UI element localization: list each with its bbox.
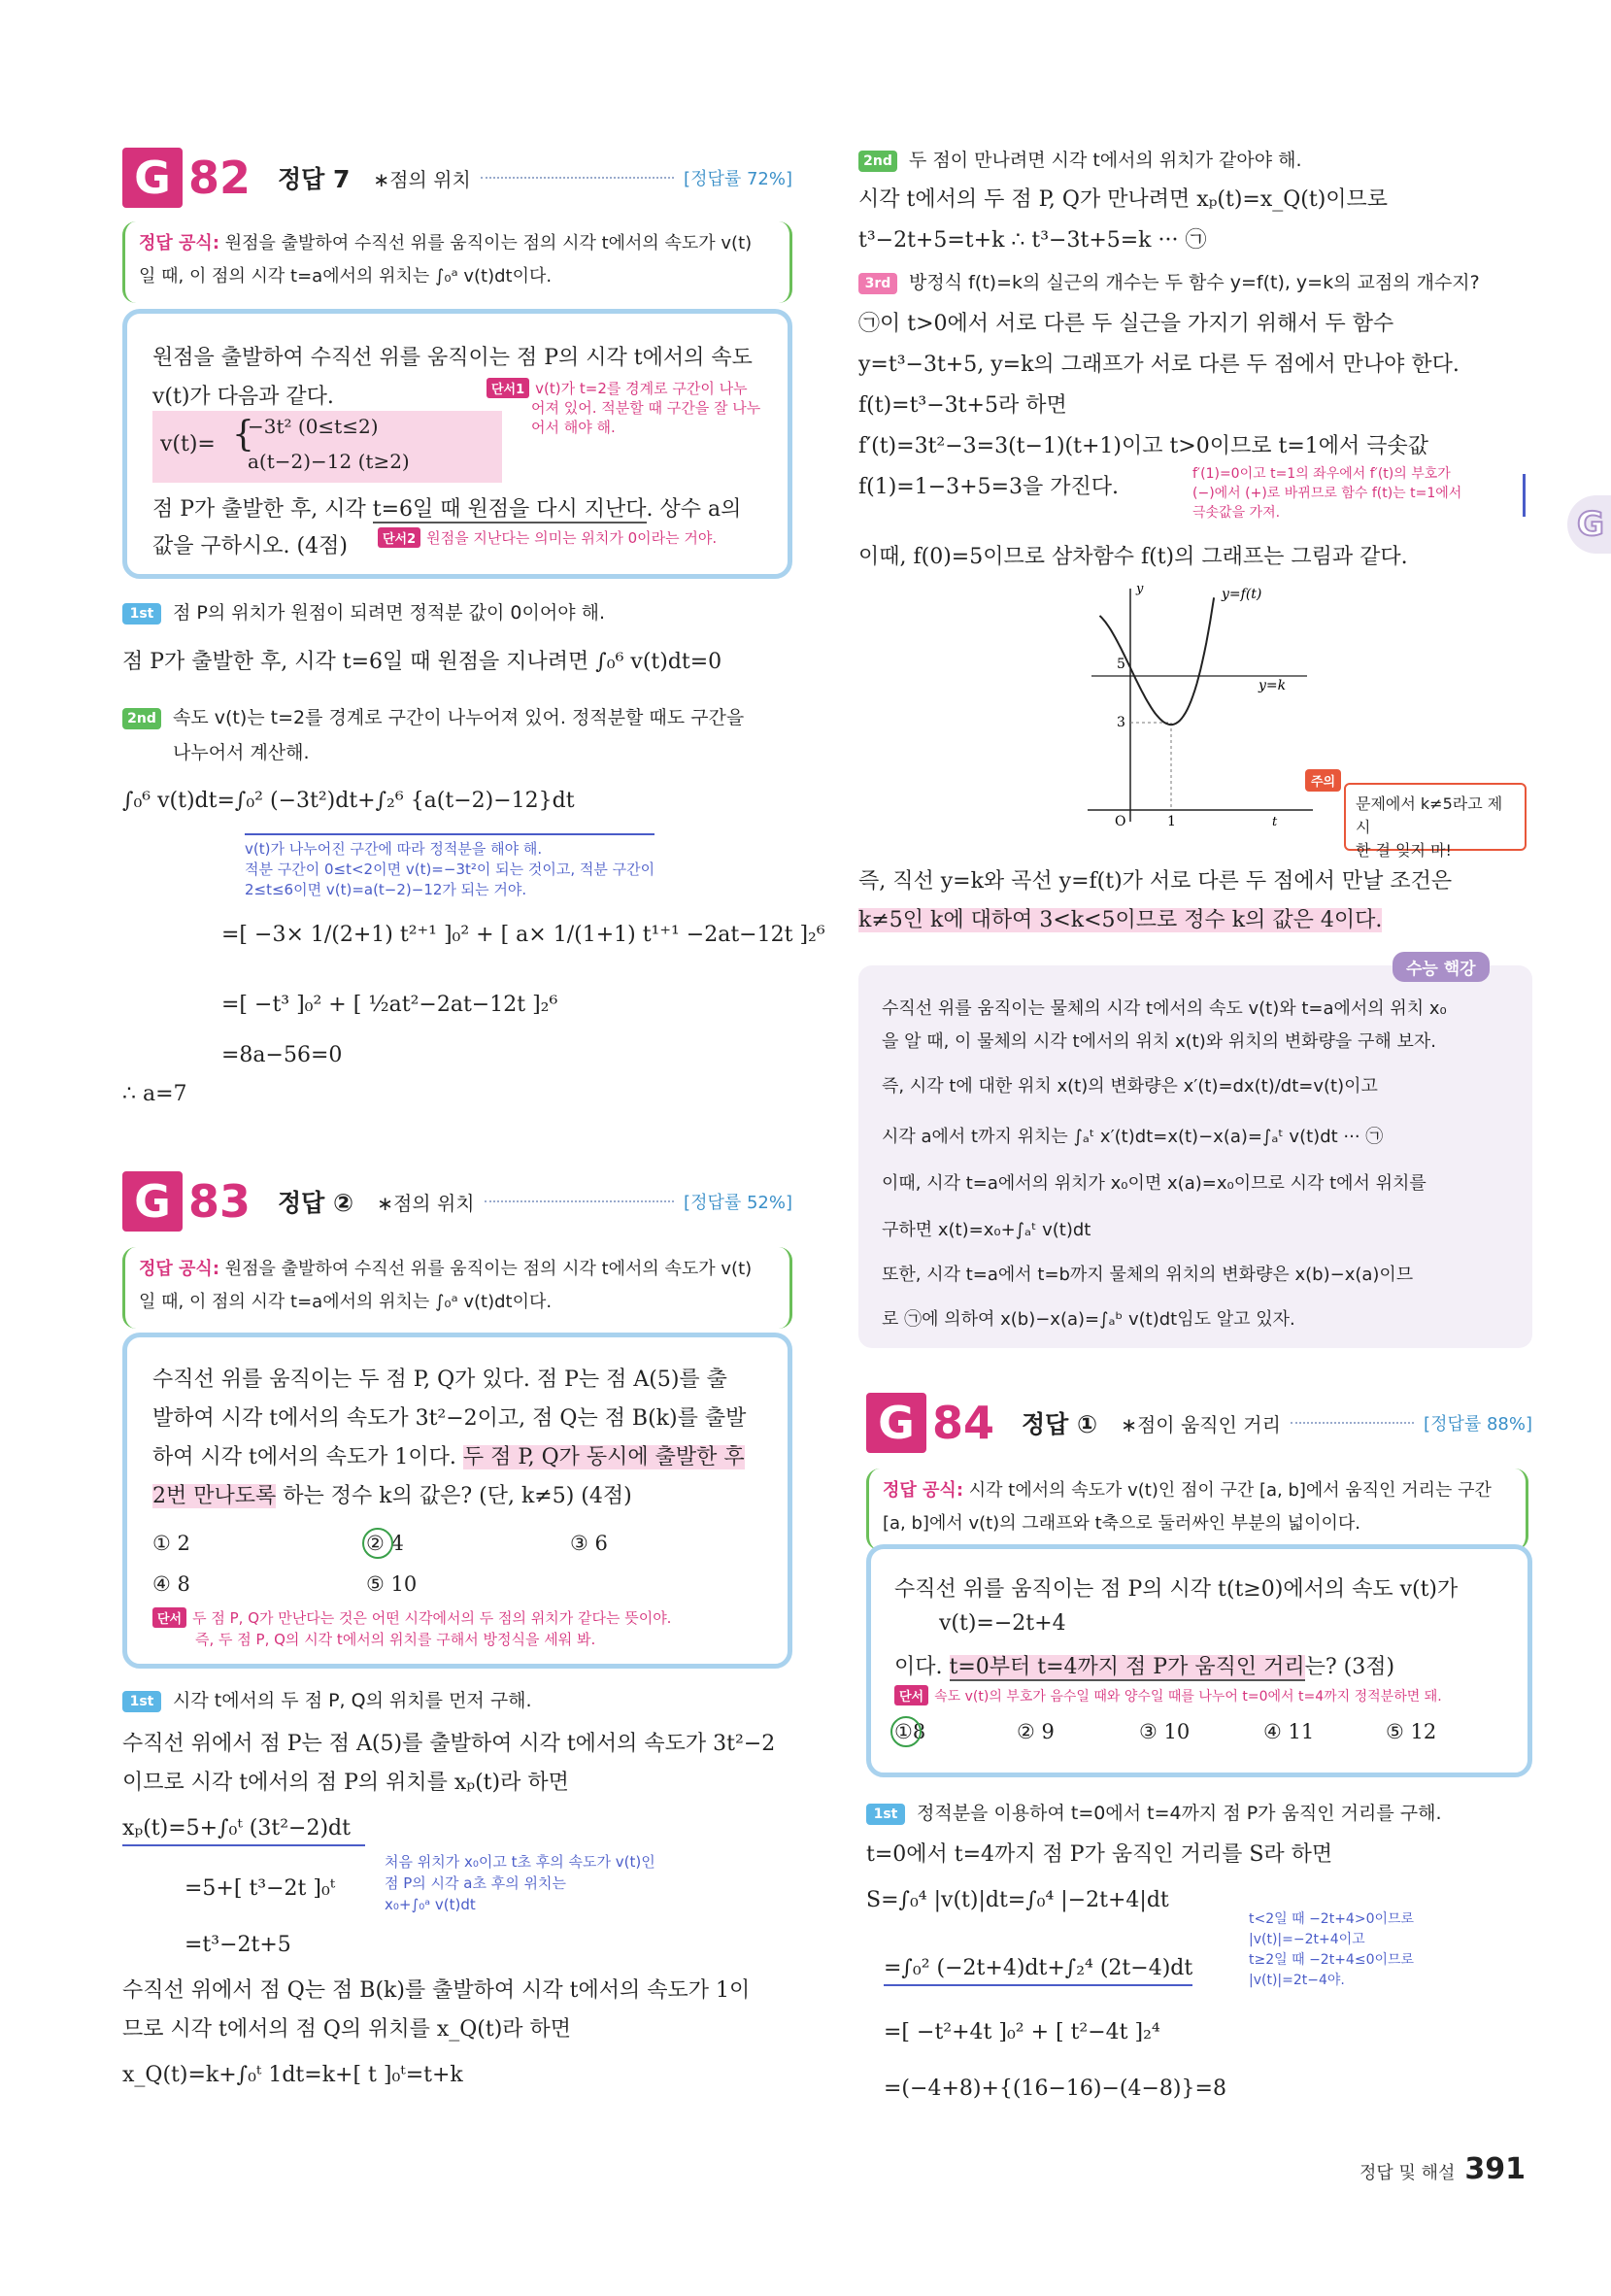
g84-problem-line1: 수직선 위를 움직이는 점 P의 시각 t(t≥0)에서의 속도 v(t)가 — [894, 1577, 1459, 1602]
core-tag: 수능 핵강 — [1393, 952, 1490, 982]
g82-sol5: =8a−56=0 — [221, 1043, 343, 1067]
g84-sol1: t=0에서 t=4까지 점 P가 움직인 거리를 S라 하면 — [866, 1842, 1333, 1867]
g83-sol8: x_Q(t)=k+∫₀ᵗ 1dt=k+[ t ]₀ᵗ=t+k — [122, 2063, 463, 2087]
g83-caution-tag: 주의 — [1305, 769, 1341, 792]
core-l2: 을 알 때, 이 물체의 시각 t에서의 위치 x(t)와 위치의 변화량을 구해 보자. — [882, 1031, 1437, 1052]
g83-note2: f′(1)=0이고 t=1의 좌우에서 f′(t)의 부호가 (−)에서 (+)로 바뀌므로 함수 f(t)는 t=1에서 극솟값을 가져. — [1192, 466, 1462, 521]
g84-choice-2[interactable]: ② 9 — [1017, 1720, 1055, 1743]
g83-cubic-graph — [1088, 581, 1321, 833]
g82-formula-box — [122, 221, 792, 303]
core-l5: 이때, 시각 t=a에서의 위치가 x₀이면 x(a)=x₀이므로 시각 t에서 위치를 — [882, 1173, 1426, 1194]
g84-hint: 단서 속도 v(t)의 부호가 음수일 때와 양수일 때를 나누어 t=0에서 t=4까지 정적분하면 돼. — [894, 1685, 1442, 1705]
g84-sol5: =(−4+8)+{(16−16)−(4−8)}=8 — [884, 2077, 1226, 2101]
g84-sol4: =[ −t²+4t ]₀² + [ t²−4t ]₂⁴ — [884, 2020, 1160, 2044]
g83-caution-box: 문제에서 k≠5라고 제시 한 걸 잊지 마! — [1344, 783, 1527, 851]
graph-curve-label: y=f(t) — [1222, 587, 1262, 602]
side-tab-letter: G — [1577, 505, 1604, 544]
g83-hint: 단서 두 점 P, Q가 만난다는 것은 어떤 시각에서의 두 점의 위치가 같다는 뜻이야. 즉, 두 점 P, Q의 시각 t에서의 위치를 구해서 방정식을 세워 봐. — [152, 1607, 671, 1650]
g83-problem-line1: 수직선 위를 움직이는 두 점 P, Q가 있다. 점 P는 점 A(5)를 출 — [152, 1367, 727, 1392]
g82-problem-box — [122, 309, 792, 579]
g84-badge: G — [866, 1393, 926, 1453]
g84-answer-circle — [890, 1716, 922, 1747]
g83-problem-line2: 발하여 시각 t에서의 속도가 3t²−2이고, 점 Q는 점 B(k)를 출발 — [152, 1406, 747, 1431]
g82-sol2: ∫₀⁶ v(t)dt=∫₀² (−3t²)dt+∫₂⁶ {a(t−2)−12}dt — [122, 789, 575, 813]
g84-choice-4[interactable]: ④ 11 — [1263, 1720, 1315, 1743]
graph-ylabel: y — [1136, 582, 1144, 596]
g84-choice-5[interactable]: ⑤ 12 — [1386, 1720, 1437, 1743]
graph-line-label: y=k — [1259, 678, 1287, 693]
g84-dotted-rule — [1291, 1422, 1414, 1424]
core-box — [858, 965, 1532, 1348]
page-footer — [1359, 2152, 1526, 2186]
g82-sol1: 점 P가 출발한 후, 시각 t=6일 때 원점을 지나려면 ∫₀⁶ v(t)dt=0 — [122, 650, 722, 674]
g83-sol6: 수직선 위에서 점 Q는 점 B(k)를 출발하여 시각 t에서의 속도가 1이 — [122, 1978, 751, 2003]
core-l4: 시각 a에서 t까지 위치는 ∫ₐᵗ x′(t)dt=x(t)−x(a)=∫ₐᵗ v(t)dt ··· ㉠ — [882, 1127, 1384, 1147]
g83-header — [122, 1171, 792, 1232]
g83-choice-1[interactable]: ① 2 — [152, 1532, 190, 1555]
g83-r7: f(1)=1−3+5=3을 가진다. — [858, 475, 1120, 499]
g83-sol7: 므로 시각 t에서의 점 Q의 위치를 x_Q(t)라 하면 — [122, 2017, 572, 2042]
graph-y3: 3 — [1117, 715, 1125, 730]
g84-header — [866, 1393, 1532, 1453]
g83-number: 83 — [188, 1175, 252, 1228]
graph-y5: 5 — [1117, 657, 1125, 672]
core-l3: 즉, 시각 t에 대한 위치 x(t)의 변화량은 x′(t)=dx(t)/dt=v(t)이고 — [882, 1076, 1378, 1097]
g82-problem-line4: 점 P가 출발한 후, 시각 t=6일 때 원점을 다시 지난다. 상수 a의 — [152, 497, 742, 522]
g83-sol2: 이므로 시각 t에서의 점 P의 위치를 xₚ(t)라 하면 — [122, 1771, 569, 1795]
g83-r1: 시각 t에서의 두 점 P, Q가 만나려면 xₚ(t)=x_Q(t)이므로 — [858, 187, 1389, 212]
g82-formula-line1: 원점을 출발하여 수직선 위를 움직이는 점의 시각 t에서의 속도가 v(t) — [224, 233, 753, 253]
g83-r10: k≠5인 k에 대하여 3<k<5이므로 정수 k의 값은 4이다. — [858, 908, 1383, 932]
g82-topic: ∗점의 위치 — [373, 167, 471, 191]
g84-topic: ∗점이 움직인 거리 — [1121, 1412, 1281, 1436]
g82-problem-line5: 값을 구하시오. (4점) — [152, 534, 348, 558]
g83-r9: 즉, 직선 y=k와 곡선 y=f(t)가 서로 다른 두 점에서 만날 조건은 — [858, 869, 1453, 894]
g83-choice-3[interactable]: ③ 6 — [570, 1532, 608, 1555]
g83-badge: G — [122, 1171, 183, 1232]
g83-r2: t³−2t+5=t+k ∴ t³−3t+5=k ··· ㉠ — [858, 228, 1207, 253]
g82-piece2: a(t−2)−12 (t≥2) — [248, 450, 410, 473]
g83-note2-bar — [1523, 474, 1526, 517]
g83-r4: y=t³−3t+5, y=k의 그래프가 서로 다른 두 점에서 만나야 한다. — [858, 353, 1460, 377]
g82-hint1: 단서1 v(t)가 t=2를 경계로 구간이 나누 어져 있어. 적분할 때 구간을 잘 나누 어서 해야 해. — [487, 378, 760, 437]
g83-step2: 2nd 두 점이 만나려면 시각 t에서의 위치가 같아야 해. — [858, 146, 1302, 172]
g83-problem-line4: 2번 만나도록 하는 정수 k의 값은? (단, k≠5) (4점) — [152, 1484, 632, 1508]
g82-dotted-rule — [481, 177, 674, 179]
g83-formula-box: 정답 공식: 원점을 출발하여 수직선 위를 움직이는 점의 시각 t에서의 속도가 v(t) 일 때, 이 점의 시각 t=a에서의 위치는 ∫₀ᵃ v(t)dt이다. — [122, 1247, 792, 1329]
g82-hint1-tag: 단서1 — [487, 378, 529, 398]
footer-label: 정답 및 해설 — [1359, 2163, 1456, 2183]
page-number: 391 — [1464, 2152, 1527, 2186]
g84-sol3: =∫₀² (−2t+4)dt+∫₂⁴ (2t−4)dt — [884, 1956, 1192, 1986]
core-l1: 수직선 위를 움직이는 물체의 시각 t에서의 속도 v(t)와 t=a에서의 위치 x₀ — [882, 998, 1447, 1019]
core-l7: 또한, 시각 t=a에서 t=b까지 물체의 위치의 변화량은 x(b)−x(a)이므 — [882, 1265, 1414, 1285]
g83-choice-4[interactable]: ④ 8 — [152, 1572, 190, 1596]
g82-piecewise-lhs: v(t)= — [160, 432, 216, 456]
g83-topic: ∗점의 위치 — [377, 1191, 475, 1215]
g83-sol3: xₚ(t)=5+∫₀ᵗ (3t²−2)dt — [122, 1816, 365, 1846]
g82-formula-line2: 일 때, 이 점의 시각 t=a에서의 위치는 ∫₀ᵃ v(t)dt이다. — [139, 266, 553, 287]
g83-rate: [정답률 52%] — [684, 1193, 792, 1213]
side-tab — [1567, 495, 1611, 554]
g84-problem-line2: v(t)=−2t+4 — [939, 1611, 1066, 1636]
g83-problem-line3: 하여 시각 t에서의 속도가 1이다. 두 점 P, Q가 동시에 출발한 후 — [152, 1445, 745, 1469]
g83-choice-2[interactable]: ② 4 — [366, 1532, 404, 1555]
core-l8: 로 ㉠에 의하여 x(b)−x(a)=∫ₐᵇ v(t)dt임도 알고 있자. — [882, 1309, 1295, 1330]
core-l6: 구하면 x(t)=x₀+∫ₐᵗ v(t)dt — [882, 1220, 1091, 1240]
g82-header — [122, 148, 792, 208]
g83-dotted-rule — [485, 1200, 674, 1202]
g82-sol3: =[ −3× 1/(2+1) t²⁺¹ ]₀² + [ a× 1/(1+1) t¹⁺¹ −2at−12t ]₂⁶ — [221, 923, 825, 947]
g83-r3: ㉠이 t>0에서 서로 다른 두 실근을 가지기 위해서 두 함수 — [858, 312, 1394, 336]
g82-formula-label: 정답 공식: — [139, 233, 220, 253]
g84-sol2: S=∫₀⁴ |v(t)|dt=∫₀⁴ |−2t+4|dt — [866, 1888, 1169, 1912]
g84-number: 84 — [932, 1397, 995, 1449]
g82-problem-line2: v(t)가 다음과 같다. — [152, 385, 334, 409]
graph-xlabel: t — [1272, 815, 1278, 829]
g82-badge: G — [122, 148, 183, 208]
g83-sol4: =5+[ t³−2t ]₀ᵗ — [185, 1876, 336, 1901]
g82-note: v(t)가 나누어진 구간에 따라 정적분을 해야 해. 적분 구간이 0≤t<2이면 v(t)=−3t²이 되는 것이고, 적분 구간이 2≤t≤6이면 v(t)=a(t−2)−12가 되는 거야. — [245, 833, 654, 900]
g83-sol1: 수직선 위에서 점 P는 점 A(5)를 출발하여 시각 t에서의 속도가 3t²−2 — [122, 1732, 776, 1756]
g82-answer: 정답 7 — [278, 165, 351, 193]
g83-choice-5[interactable]: ⑤ 10 — [366, 1572, 418, 1596]
g82-step2: 2nd 속도 v(t)는 t=2를 경계로 구간이 나누어져 있어. 정적분할 때도 구간을 — [122, 703, 744, 729]
g84-rate: [정답률 88%] — [1424, 1414, 1532, 1435]
g83-problem-box — [122, 1333, 792, 1669]
g82-hint2: 단서2 원점을 지난다는 의미는 위치가 0이라는 거야. — [378, 527, 717, 548]
g82-number: 82 — [188, 152, 252, 204]
g84-formula-box: 정답 공식: 시각 t에서의 속도가 v(t)인 점이 구간 [a, b]에서 움직인 거리는 구간 [a, b]에서 v(t)의 그래프와 t축으로 둘러싸인 부분의 넓이이다. — [866, 1469, 1528, 1550]
g84-problem-line3: 이다. t=0부터 t=4까지 점 P가 움직인 거리는? (3점) — [894, 1655, 1395, 1679]
g83-sol5: =t³−2t+5 — [185, 1933, 291, 1957]
g83-r5: f(t)=t³−3t+5라 하면 — [858, 393, 1067, 418]
g82-sol6: ∴ a=7 — [122, 1082, 187, 1106]
g84-step1: 1st 정적분을 이용하여 t=0에서 t=4까지 점 P가 움직인 거리를 구해. — [866, 1799, 1442, 1825]
graph-origin: O — [1115, 814, 1126, 829]
g83-r8: 이때, f(0)=5이므로 삼차함수 f(t)의 그래프는 그림과 같다. — [858, 545, 1408, 569]
g84-note: t<2일 때 −2t+4>0이므로 |v(t)|=−2t+4이고 t≥2일 때 −2t+4≤0이므로 |v(t)|=2t−4야. — [1249, 1911, 1415, 1988]
g83-note: 처음 위치가 x₀이고 t초 후의 속도가 v(t)인 점 P의 시각 a초 후의 위치는 x₀+∫₀ᵃ v(t)dt — [385, 1853, 655, 1913]
g82-sol4: =[ −t³ ]₀² + [ ½at²−2at−12t ]₂⁶ — [221, 993, 558, 1017]
g84-answer: 정답 ① — [1022, 1410, 1098, 1438]
g82-step2-cont: 나누어서 계산해. — [173, 742, 310, 763]
g82-piece1: −3t² (0≤t≤2) — [248, 415, 379, 438]
g83-answer-circle — [362, 1528, 393, 1559]
g83-step1: 1st 시각 t에서의 두 점 P, Q의 위치를 먼저 구해. — [122, 1686, 532, 1712]
g83-r6: f′(t)=3t²−3=3(t−1)(t+1)이고 t>0이므로 t=1에서 극솟값 — [858, 434, 1429, 458]
graph-x1: 1 — [1167, 814, 1176, 829]
g84-problem-box — [866, 1544, 1532, 1777]
g82-brace: { — [232, 415, 254, 455]
g82-rate: [정답률 72%] — [684, 169, 792, 189]
g83-answer: 정답 ② — [278, 1189, 354, 1217]
g84-choice-3[interactable]: ③ 10 — [1139, 1720, 1191, 1743]
g82-step1: 1st 점 P의 위치가 원점이 되려면 정적분 값이 0이어야 해. — [122, 598, 605, 625]
g84-choice-1[interactable]: ①8 — [894, 1720, 926, 1743]
g83-step3: 3rd 방정식 f(t)=k의 실근의 개수는 두 함수 y=f(t), y=k의 교점의 개수지? — [858, 268, 1480, 294]
g82-problem-line1: 원점을 출발하여 수직선 위를 움직이는 점 P의 시각 t에서의 속도 — [152, 346, 753, 370]
